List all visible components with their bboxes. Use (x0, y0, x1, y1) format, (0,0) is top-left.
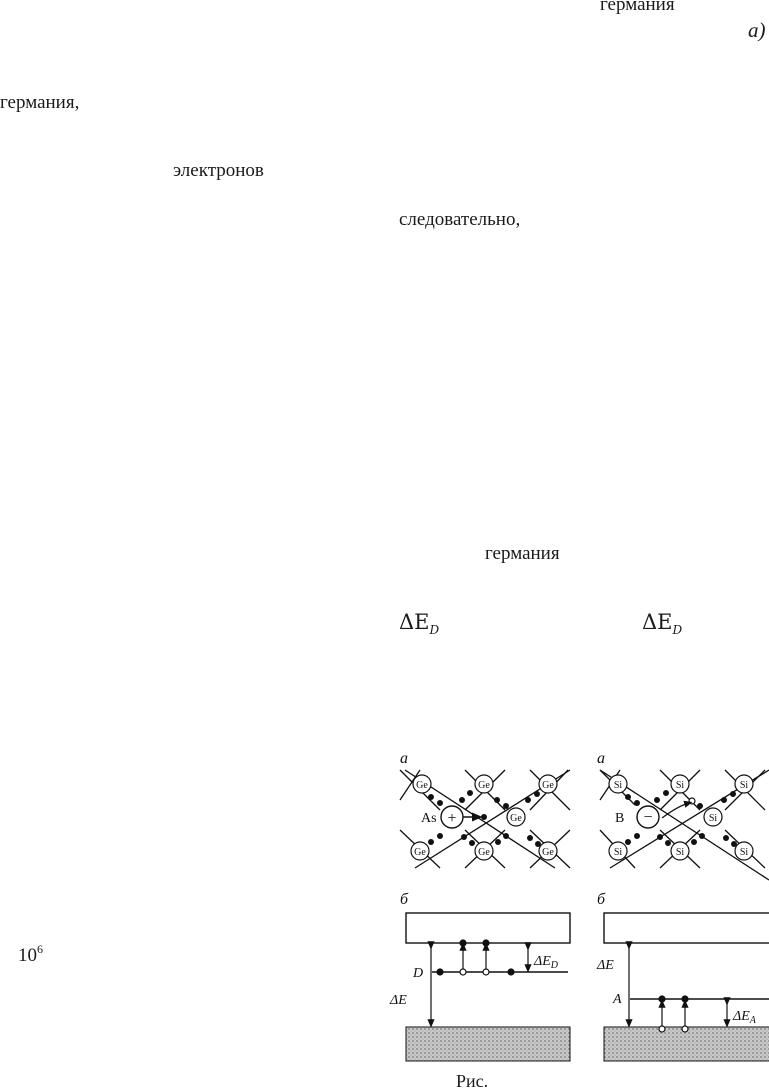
svg-text:Ge: Ge (510, 813, 522, 824)
word-sledovatelno: следовательно, (399, 209, 521, 230)
power-ten: $10^6$ (18, 942, 43, 966)
panel-b-letter-left: б (400, 891, 409, 908)
word-germania-comma: германия, (0, 92, 80, 113)
gap-label-right: ΔE (597, 958, 614, 973)
si-hole (689, 798, 695, 804)
gap-label-left: ΔE (390, 993, 407, 1008)
svg-text:Ge: Ge (478, 847, 490, 858)
b-sign: − (643, 809, 653, 826)
svg-text:Si: Si (739, 847, 749, 858)
donor-transitions (437, 940, 514, 975)
word-germania-top: германия (600, 0, 675, 15)
svg-text:Ge: Ge (542, 847, 554, 858)
svg-text:Si: Si (613, 847, 623, 858)
delta-ea-label: $\Delta E_A$ (733, 1009, 756, 1026)
panel-b-letter-right: б (597, 891, 606, 908)
delta-e-d-right: $\Delta E_D$ (642, 610, 683, 638)
valence-band-left (406, 1027, 570, 1061)
delta-ed-label: $\Delta E_D$ (534, 954, 559, 971)
svg-text:Si: Si (675, 847, 685, 858)
word-germania-mid: германия (485, 543, 560, 564)
as-sign: + (447, 810, 457, 827)
figure-caption: Рис. (456, 1071, 489, 1091)
svg-text:Si: Si (708, 813, 718, 824)
svg-text:Si: Si (739, 780, 749, 791)
panel-a-letter-right: а (597, 750, 605, 767)
svg-text:Si: Si (613, 780, 623, 791)
svg-text:Ge: Ge (542, 780, 554, 791)
acceptor-level-label: A (613, 992, 622, 1007)
delta-e-d-left: $\Delta E_D$ (399, 610, 440, 638)
svg-text:Si: Si (675, 780, 685, 791)
acceptor-transitions (659, 996, 688, 1027)
svg-text:Ge: Ge (414, 847, 426, 858)
hole-transfer-arrow (662, 803, 689, 818)
as-label: As (421, 811, 437, 826)
conduction-band-right (604, 913, 769, 943)
word-elektronov: электронов (173, 160, 264, 181)
panel-a-letter-left: а (400, 750, 408, 767)
svg-text:Ge: Ge (478, 780, 490, 791)
b-label: B (615, 811, 625, 826)
conduction-band-left (406, 913, 570, 943)
panel-label-a: a) (748, 18, 766, 42)
svg-text:Ge: Ge (416, 780, 428, 791)
donor-level-label: D (413, 966, 424, 981)
